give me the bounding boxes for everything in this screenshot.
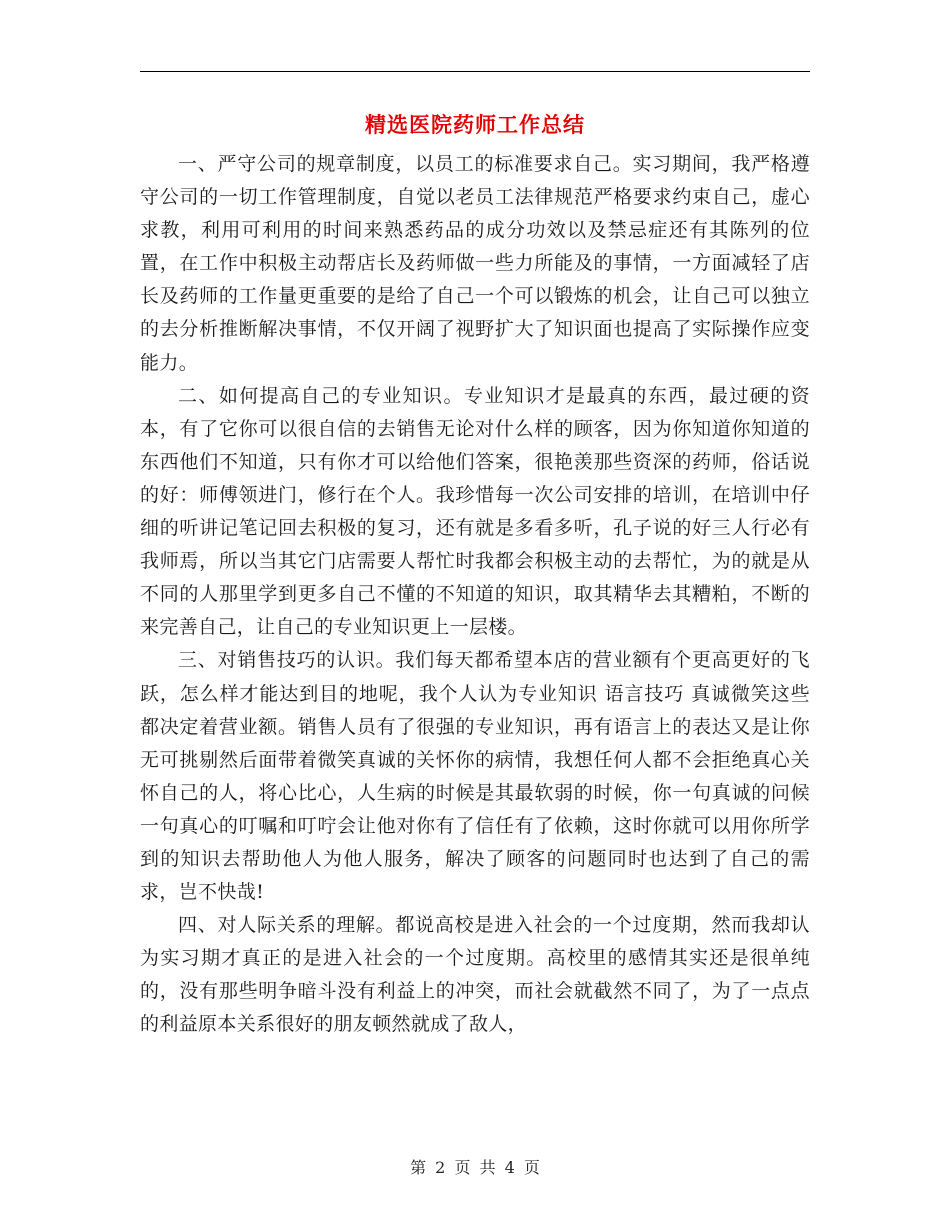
header-rule	[140, 71, 810, 72]
page-number-footer: 第 2 页 共 4 页	[410, 1158, 540, 1177]
paragraph-1: 一、严守公司的规章制度，以员工的标准要求自己。实习期间，我严格遵守公司的一切工作管理制度，自觉以老员工法律规范严格要求约束自己，虚心求教，利用可利用的时间来熟悉药品的成分功效以及禁忌症还有其陈列的位置，在工作中积极主动帮店长及药师做一些力所能及的事情，一方面减轻了店长及药师的工作量更重要的是给了自己一个可以锻炼的机会，让自己可以独立的去分析推断解决事情，不仅开阔了视野扩大了知识面也提高了实际操作应变能力。	[140, 153, 810, 374]
document-title: 精选医院药师工作总结	[365, 112, 585, 137]
document-body	[140, 148, 810, 1098]
paragraph-4: 四、对人际关系的理解。都说高校是进入社会的一个过度期，然而我却认为实习期才真正的是进入社会的一个过度期。高校里的感情其实还是很单纯的，没有那些明争暗斗没有利益上的冲突，而社会就截然不同了，为了一点点的利益原本关系很好的朋友顿然就成了敌人，	[140, 914, 810, 1036]
paragraph-3: 三、对销售技巧的认识。我们每天都希望本店的营业额有个更高更好的飞跃，怎么样才能达到目的地呢，我个人认为专业知识 语言技巧 真诚微笑这些都决定着营业额。销售人员有了很强的专业知识，再有语言上的表达又是让你无可挑剔然后面带着微笑真诚的关怀你的病情，我想任何人都不会拒绝真心关怀自己的人，将心比心，人生病的时候是其最软弱的时候，你一句真诚的问候一句真心的叮嘱和叮咛会让他对你有了信任有了依赖，这时你就可以用你所学到的知识去帮助他人为他人服务，解决了顾客的问题同时也达到了自己的需求，岂不快哉!	[140, 649, 810, 904]
paragraph-2: 二、如何提高自己的专业知识。专业知识才是最真的东西，最过硬的资本，有了它你可以很自信的去销售无论对什么样的顾客，因为你知道你知道的东西他们不知道，只有你才可以给他们答案，很艳羡那些资深的药师，俗话说的好：师傅领进门，修行在个人。我珍惜每一次公司安排的培训，在培训中仔细的听讲记笔记回去积极的复习，还有就是多看多听，孔子说的好三人行必有我师焉，所以当其它门店需要人帮忙时我都会积极主动的去帮忙，为的就是从不同的人那里学到更多自己不懂的不知道的知识，取其精华去其糟粕，不断的来完善自己，让自己的专业知识更上一层楼。	[140, 384, 810, 639]
